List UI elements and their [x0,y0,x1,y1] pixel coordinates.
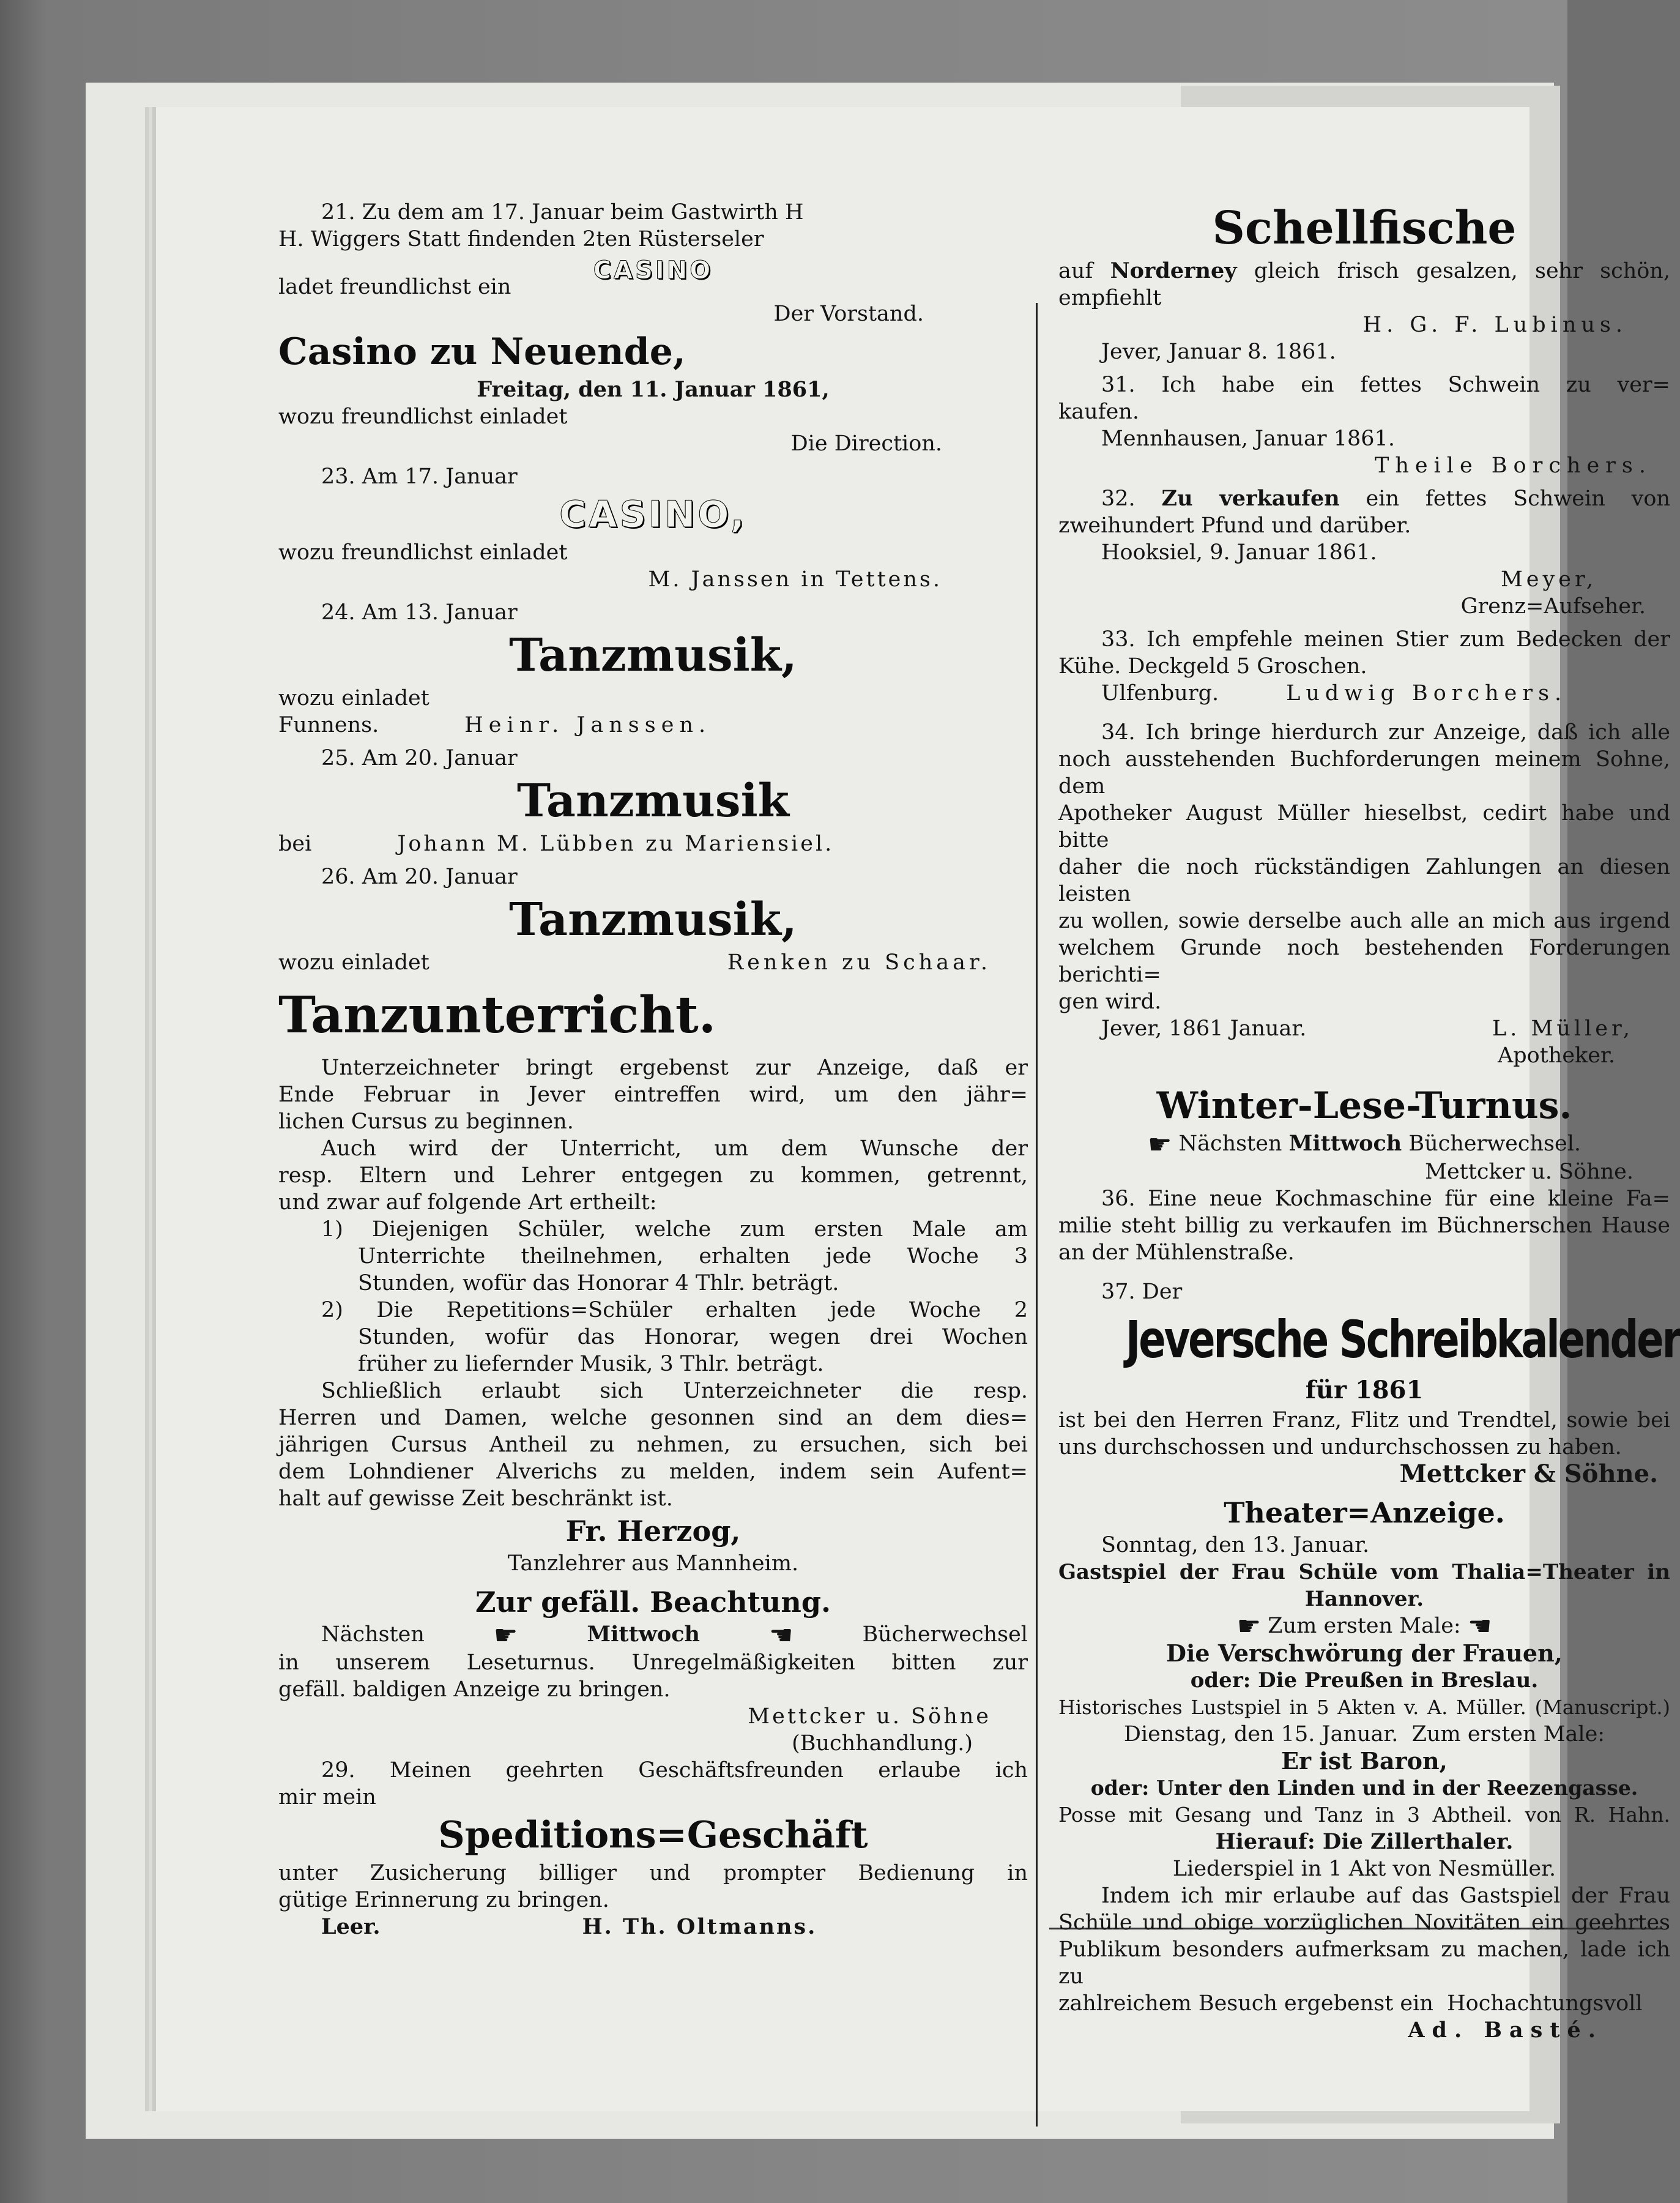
ad-24-invite: wozu einladet [278,686,429,710]
theater-guest2: Hannover. [1304,1586,1424,1611]
ad-31-line2: kaufen. [1058,400,1139,424]
ad-24-line1: 24. Am 13. Januar [321,600,518,625]
ad-26-title: Tanzmusik, [509,893,797,946]
ad-23-invite: wozu freundlichst einladet [278,540,568,565]
ad-33 [1058,626,1670,707]
lese-mittwoch: Mittwoch [1288,1131,1402,1156]
tanz-p3-0: Schließlich erlaubt sich Unterzeichneter die resp. [321,1379,1028,1403]
ad-32-verkaufen: Zu verkaufen [1161,486,1340,511]
ad-34 [1058,719,1678,1069]
beachtung-pre: Nächsten [321,1622,425,1647]
ad-37-line2: ist bei den Herren Franz, Flitz und Trendtel, sowie bei [1058,1407,1670,1433]
ad-25-title: Tanzmusik [517,775,789,827]
pointing-hand-icon: ☛ [1467,1611,1492,1642]
ad-casino-neuende [278,327,1028,457]
ad-beachtung [278,1583,1028,1757]
ad-21-title: CASINO [593,256,713,285]
ad-29-line3: unter Zusicherung billiger und prompter Bedienung in [278,1860,1028,1885]
schell-sign: H. G. F. Lubinus. [1362,313,1627,337]
beachtung-title: Zur gefäll. Beachtung. [475,1586,831,1619]
tanz-item1-1: Unterrichte theilnehmen, erhalten jede Woche 3 [358,1244,1028,1269]
ad-23-line1: 23. Am 17. Januar [321,464,518,489]
tanz-sign-name: Fr. Herzog, [565,1515,741,1548]
pointing-hand-icon: ☛ [768,1619,794,1651]
schell-line1 [1058,258,1670,285]
left-column [278,199,1028,1940]
schell-line2: empfiehlt [1058,286,1162,310]
ad-31-sign: Theile Borchers. [1374,453,1652,478]
theater-play1b: oder: Die Preußen in Breslau. [1190,1668,1539,1693]
tanz-sign-role: Tanzlehrer aus Mannheim. [507,1551,799,1576]
casino-neuende-title: Casino zu Neuende, [278,330,686,373]
tanz-item1-0: 1) Diejenigen Schüler, welche zum ersten Male am [321,1217,1028,1242]
pointing-hand-icon: ☛ [493,1619,518,1651]
right-column [918,199,1680,2044]
tanz-p3-3: dem Lohndiener Alverichs zu melden, indem sein Aufent= [278,1459,1028,1484]
lese-sign: Mettcker u. Söhne. [1425,1159,1634,1184]
tanz-p1-0: Unterzeichneter bringt ergebenst zur Anzeige, daß er [321,1056,1028,1080]
ad-25-bei: bei [278,832,312,856]
ad-32-date: Hooksiel, 9. Januar 1861. [1101,540,1377,565]
ad-24-sign-line [278,712,1028,739]
ad-29-title: Speditions=Geschäft [438,1813,868,1857]
tanz-p3-1: Herren und Damen, welche gesonnen sind an dem dies= [278,1406,1028,1430]
theater-p1: Schüle und obige vorzüglichen Novitäten ein geehrtes [1058,1910,1670,1935]
theater-p3: zahlreichem Besuch ergebenst ein Hochachtungsvoll [1058,1991,1643,2016]
tanz-title: Tanzunterricht. [278,986,716,1045]
ad-lese-turnus [1058,1081,1670,1185]
tanz-p2-0: Auch wird der Unterricht, um dem Wunsche der [321,1136,1028,1161]
theater-title: Theater=Anzeige. [1224,1496,1505,1529]
tanz-item2-1: Stunden, wofür das Honorar, wegen drei Wochen [358,1325,1028,1349]
ad-32-sign2: Grenz=Aufseher. [1460,594,1646,619]
ad-31-date: Mennhausen, Januar 1861. [1101,427,1395,451]
beachtung-sign2: (Buchhandlung.) [792,1731,973,1756]
ad-37-line3: uns durchschossen und undurchschossen zu haben. [1058,1434,1622,1459]
ad-29 [278,1757,1028,1940]
theater-first1 [1058,1612,1670,1641]
ad-23 [278,463,1028,593]
ad-25 [278,745,1028,857]
ad-24 [278,599,1028,739]
newspaper-page [156,107,1680,2111]
ad-37-line1: 37. Der [1101,1279,1183,1304]
ad-34-line1: noch ausstehenden Buchforderungen meinem Sohne, dem [1058,747,1678,799]
ad-21-line1: 21. Zu dem am 17. Januar beim Gastwirth H [321,200,804,225]
ad-29-sign: H. Th. Oltmanns. [582,1914,817,1939]
ad-26 [278,863,1028,976]
ad-25-line1: 25. Am 20. Januar [321,746,518,770]
lese-line1 [1058,1130,1670,1158]
ad-32-line2: zweihundert Pfund und darüber. [1058,513,1411,538]
theater-first1-text: Zum ersten Male: [1268,1613,1461,1638]
ad-tanzunterricht [278,982,1028,1577]
ad-34-line2: Apotheker August Müller hieselbst, cedirt habe und bitte [1058,801,1678,852]
ad-34-line5: welchem Grunde noch bestehenden Forderungen berichti= [1058,936,1678,987]
lese-pre: Nächsten [1178,1131,1282,1156]
ad-32-num: 32. [1101,486,1135,511]
ad-29-sign-line [278,1914,1028,1940]
beachtung-line2: in unserem Leseturnus. Unregelmäßigkeiten bitten zur [278,1650,1028,1675]
ad-31-line1: 31. Ich habe ein fettes Schwein zu ver= [1101,373,1670,397]
ad-34-line6: gen wird. [1058,990,1162,1014]
schell-title: Schellfische [1212,202,1517,255]
casino-neuende-invite: wozu freundlichst einladet [278,404,568,429]
ad-34-line3: daher die noch rückständigen Zahlungen an diesen leisten [1058,855,1678,906]
tanz-item2-0: 2) Die Repetitions=Schüler erhalten jede Woche 2 [321,1298,1028,1322]
ad-23-sign: M. Janssen in Tettens. [648,567,942,592]
theater-p2: Publikum besonders aufmerksam zu machen, lade ich zu [1058,1937,1678,1989]
ad-21-invite: ladet freundlichst ein [278,275,511,299]
casino-neuende-date: Freitag, den 11. Januar 1861, [477,377,830,402]
ad-37-fuer: für 1861 [1305,1375,1424,1404]
beachtung-sign1: Mettcker u. Söhne [748,1704,991,1729]
theater-guest1: Gastspiel der Frau Schüle vom Thalia=Theater in [1058,1559,1670,1584]
ad-36-line2: milie steht billig zu verkaufen im Büchnerschen Hause [1058,1213,1670,1238]
tanz-p1-2: lichen Cursus zu beginnen. [278,1109,574,1134]
ad-36-line1: 36. Eine neue Kochmaschine für eine kleine Fa= [1101,1186,1670,1211]
ad-36-line3: an der Mühlenstraße. [1058,1240,1295,1265]
ad-25-sign: Johann M. Lübben zu Mariensiel. [397,832,834,856]
ad-33-sign: Ludwig Borchers. [1286,681,1567,706]
ad-29-line4: gütige Erinnerung zu bringen. [278,1887,609,1912]
ad-34-line0: 34. Ich bringe hierdurch zur Anzeige, daß ich alle [1101,720,1670,745]
theater-after2: Liederspiel in 1 Akt von Nesmüller. [1172,1857,1556,1881]
ad-29-place: Leer. [321,1914,381,1939]
tanz-p1-1: Ende Februar in Jever eintreffen wird, um den jähr= [278,1083,1028,1107]
theater-play2c: Posse mit Gesang und Tanz in 3 Abtheil. von R. Hahn. [1058,1803,1670,1827]
right-column-body [1058,365,1680,2044]
ad-26-line1: 26. Am 20. Januar [321,865,518,889]
ad-37-sign: Mettcker & Söhne. [1399,1459,1658,1488]
ad-23-title: CASINO, [559,493,747,536]
ad-24-sign-place: Funnens. [278,713,379,737]
theater-after: Hierauf: Die Zillerthaler. [1215,1829,1514,1854]
tanz-item2-2: früher zu liefernder Musik, 3 Thlr. beträgt. [358,1352,824,1376]
theater-date1: Sonntag, den 13. Januar. [1101,1532,1370,1557]
beachtung-post: Bücherwechsel [862,1622,1028,1647]
theater-play2a: Er ist Baron, [1281,1747,1448,1775]
ad-29-line2: mir mein [278,1784,376,1810]
ad-33-place: Ulfenburg. [1101,681,1219,706]
ad-25-sign-line [278,830,1028,857]
ad-32-sign1: Meyer, [1500,567,1597,592]
pointing-hand-icon: ☛ [1147,1128,1172,1160]
ad-26-sign: Renken zu Schaar. [727,950,991,975]
tanz-p2-2: und zwar auf folgende Art ertheilt: [278,1190,657,1215]
ad-32 [1058,485,1670,620]
beachtung-line3: gefäll. baldigen Anzeige zu bringen. [278,1677,671,1702]
ad-34-sign2: Apotheker. [1497,1043,1615,1068]
ad-21-line2: H. Wiggers Statt findenden 2ten Rüsterseler [278,227,764,252]
ad-21 [278,199,1028,327]
beachtung-mittwoch: Mittwoch [587,1622,700,1647]
ad-32-line1 [1058,485,1670,512]
ad-32-post: ein fettes Schwein von [1366,486,1670,511]
ad-33-line1: 33. Ich empfehle meinen Stier zum Bedecken der [1101,627,1670,652]
theater-date2: Dienstag, den 15. Januar. Zum ersten Male: [1123,1722,1605,1746]
ad-37-title: Jeversche Schreibkalender [1126,1309,1680,1370]
ad-schellfische [1058,199,1670,365]
theater-play1c: Historisches Lustspiel in 5 Akten v. A. Müller. (Manuscript.) [1058,1696,1670,1719]
tanz-p3-4: halt auf gewisse Zeit beschränkt ist. [278,1486,673,1511]
ad-theater [1058,1494,1678,2045]
lese-title: Winter-Lese-Turnus. [1156,1084,1572,1127]
ad-34-sign1: L. Müller, [1492,1016,1634,1041]
schell-norderney: Norderney [1110,258,1237,283]
schell-pre: auf [1058,259,1093,283]
ad-37 [1058,1278,1680,1488]
tanz-p2-1: resp. Eltern und Lehrer entgegen zu kommen, getrennt, [278,1163,1028,1188]
tanz-item1-2: Stunden, wofür das Honorar 4 Thlr. beträgt. [358,1271,839,1295]
ad-33-line2: Kühe. Deckgeld 5 Groschen. [1058,654,1367,679]
theater-play2b: oder: Unter den Linden und in der Reezengasse. [1090,1776,1638,1800]
lese-post: Bücherwechsel. [1408,1131,1582,1156]
tanz-p3-2: jährigen Cursus Antheil zu nehmen, zu ersuchen, sich bei [278,1433,1028,1457]
theater-p0: Indem ich mir erlaube auf das Gastspiel der Frau [1101,1884,1670,1908]
ad-21-sign: Der Vorstand. [773,302,924,326]
casino-neuende-sign: Die Direction. [790,431,942,456]
ad-29-line1: 29. Meinen geehrten Geschäftsfreunden erlaube ich [321,1758,1028,1783]
theater-sign: Ad. Basté. [1408,2018,1603,2043]
schell-date: Jever, Januar 8. 1861. [1101,340,1336,364]
ad-33-sign-line [1058,680,1670,707]
ad-34-date: Jever, 1861 Januar. [1101,1016,1307,1041]
ad-24-title: Tanzmusik, [509,629,797,682]
ad-34-line4: zu wollen, sowie derselbe auch alle an mich aus irgend [1058,909,1670,933]
ad-31 [1058,371,1670,479]
ad-36 [1058,1185,1670,1266]
theater-play1a: Die Verschwörung der Frauen, [1166,1639,1563,1667]
schell-post: gleich frisch gesalzen, sehr schön, [1254,259,1670,283]
ad-24-sign-name: Heinr. Janssen. [464,713,712,737]
beachtung-line1 [278,1621,1028,1649]
pointing-hand-icon: ☛ [1236,1611,1262,1642]
ad-26-invite: wozu einladet [278,950,429,975]
